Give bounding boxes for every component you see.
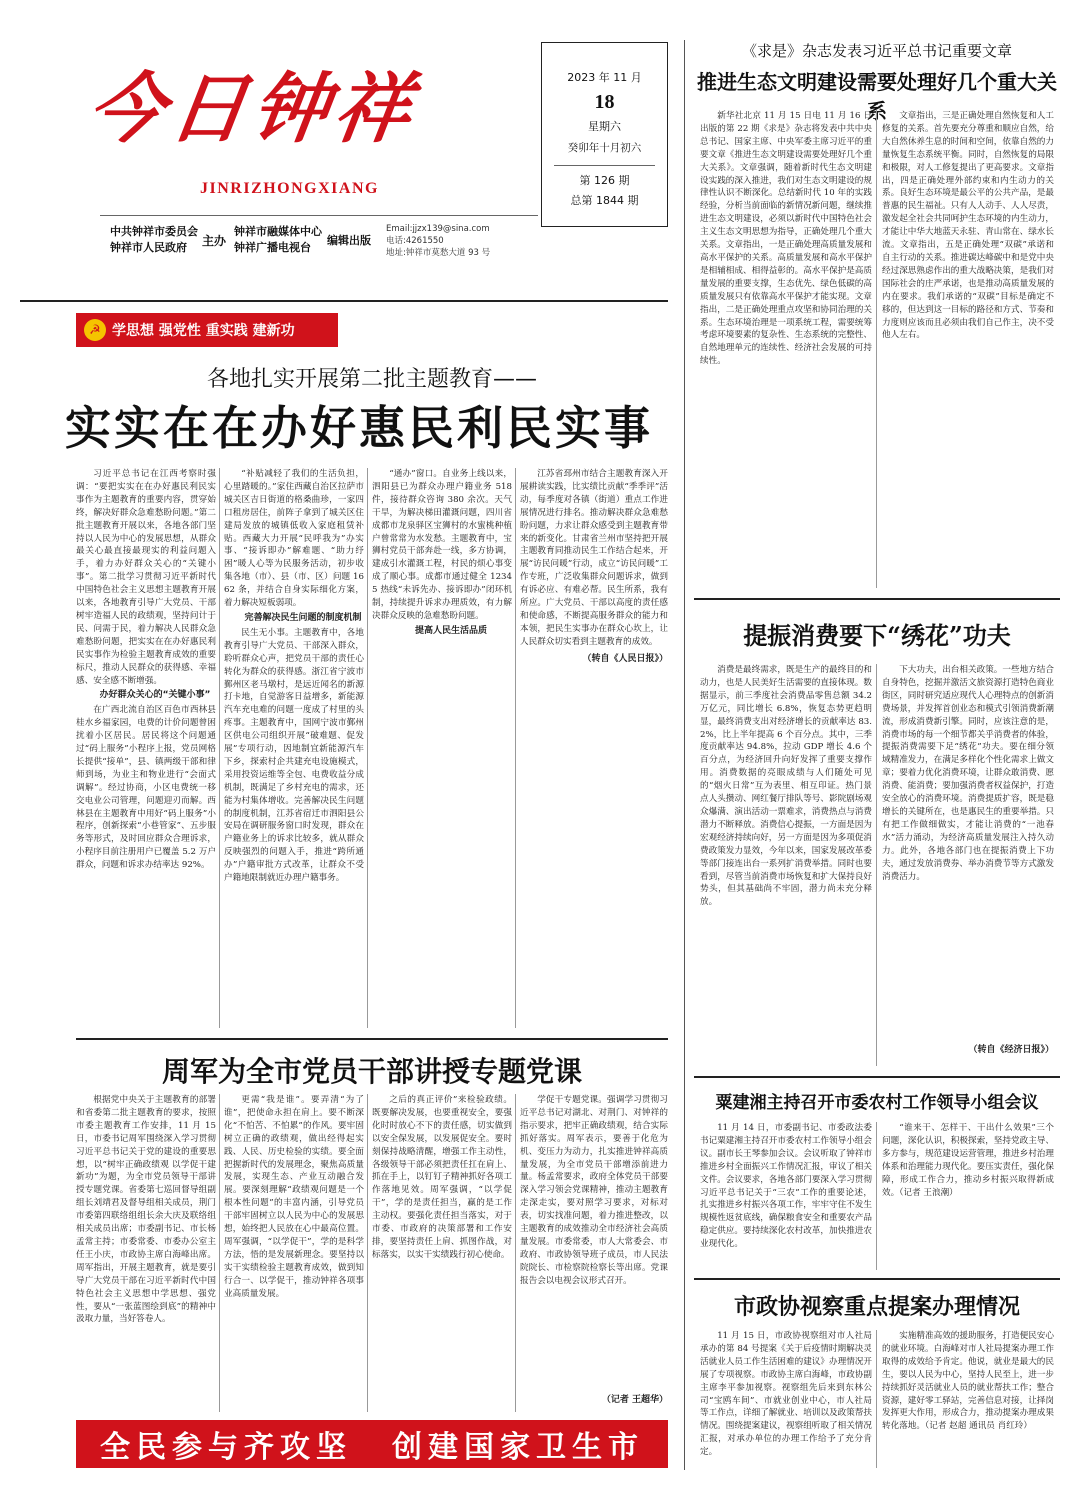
article2-column-4 [520,1094,668,1414]
article2-headline: 周军为全市党员干部讲授专题党课 [161,1055,582,1088]
article2-column-1 [76,1094,216,1414]
lead-headline: 实实在在办好惠民利民实事 [65,401,653,455]
right-mid-column-1 [700,664,872,1069]
col-divider [876,110,877,588]
lead-source: （转自《人民日报》） [582,653,668,664]
right-top-kicker: 《求是》杂志发表习近平总书记重要文章 [741,42,1012,60]
lead-col3-p1: “通办”窗口。自业务上线以来，泗阳县已为群众办理户籍业务 518 件，接待群众咨询 380 余次。天气干旱，为解决梯田灌溉问题，四川省成都市龙泉驿区宝狮村的水蜜桃种植户曾常常为水发愁。主题教育中，宝狮村党员干部奔赴一线，多方协调，建成引水灌溉工程，村民的烦心事变成了顺心事。成都市通过健全 12345 热线“未诉先办、接诉即办”闭环机制，持续提升诉求办理质效，有力解决群众反映的急难愁盼问题。 [372,469,512,621]
right-mid-bottom-rule [694,1076,1060,1078]
lead-subhead-3: 提高人民生活品质 [414,625,487,636]
right-top-col2-text: 文章指出，三是正确处理自然恢复和人工修复的关系。首先要充分尊重和顺应自然，给大自然休养生息的时间和空间，依靠自然的力量恢复生态系统平衡。同时，自然恢复的局限和极限，对人工修复提出了更高要求。文章指出，四是正确处理外部约束和内生动力的关系。良好生态环境是最公平的公共产品，是最普惠的民生福祉。只有人人动手、人人尽责，激发起全社会共同呵护生态环境的内生动力，才能让中华大地蓝天永驻、青山常在、绿水长流。文章指出，五是正确处理“双碳”承诺和自主行动的关系。推进碳达峰碳中和是党中央经过深思熟虑作出的重大战略决策，是我们对国际社会的庄严承诺，也是推动高质量发展的内在要求。我们承诺的“双碳”目标是确定不移的，但达到这一目标的路径和方式、节奏和力度则应该而且必须由我们自己作主，决不受他人左右。 [882,111,1054,341]
lead-column-2 [224,468,364,1033]
lead-bottom-rule [76,1038,668,1040]
lunar-date: 癸卯年十月初六 [567,142,642,154]
contact-email: Email:jjzx139@sina.com [386,224,490,234]
lead-col2-p2: 民生无小事。主题教育中，各地教育引导广大党员、干部深入群众，聆听群众心声，把党员干部的责任心转化为群众的获得感。浙江省宁波市鄞州区老马墩村，是远近闻名的新源打卡地，自觉游客日益增多，新能源汽车充电难的问题一度成了村里的头疼事。主题教育中，国网宁波市鄞州区供电公司组织开展“破难题、促发展”专项行动，因地制宜新能源汽车下乡，探索村企共建充电设施模式，采用投资运维等全包、电费收益分成机制，既满足了乡村充电的需求，还能为村集体增收。完善解决民生问题的制度机制，江苏省宿迁市泗阳县公安局在调研服务窗口时发现，群众在户籍业务上的诉求比较多，就从群众反映强烈的问题入手，推进“跨所通办”户籍审批方式改革，让群众不受户籍地限制就近办理户籍事务。 [224,627,364,884]
lead-subhead-1: 办好群众关心的“关键小事” [99,690,211,701]
masthead-bottom-rule [20,300,668,302]
article2-column-3 [372,1094,512,1414]
newspaper-logo: 今日钟祥 [82,64,423,153]
col-divider [219,1094,220,1412]
right-low-bottom-rule [694,1278,1060,1280]
right-bottom-column-1 [700,1330,872,1470]
publisher-2: 钟祥广播电视台 [234,241,311,254]
slogan-left: 全民参与齐攻坚 [100,1430,352,1465]
page-vertical-divider [684,40,685,1470]
bottom-slogan-banner [76,1420,668,1468]
right-bottom-headline: 市政协视察重点提案办理情况 [733,1294,1020,1320]
right-mid-col2-text: 下大功夫，出台相关政策。一些地方结合自身特色，挖掘并激活文旅资源打造特色商业街区，同时研究适应现代人心理特点的创新消费场景，并发挥首创业态和模式引领消费新潮流，形成消费新引擎。同时，应该注意的是，消费市场的每一个细节都关乎消费者的体验，提振消费需要下足“绣花”功夫。要在细分领域精准发力，在满足多样化个性化需求上做文章；要着力优化消费环境，让群众敢消费、愿消费、能消费；要加强消费者权益保护，打造安全放心的消费环境。消费提质扩容，既是稳增长的关键所在，也是惠民生的重要举措。只有把工作做细做实，才能让消费的“一池春水”活力涌动，为经济高质量发展注入持久动力。此外，各地各部门也在提振消费上下功夫，通过发放消费券、举办消费节等方式激发消费活力。 [882,665,1054,882]
right-bottom-col2-text: 实施精准高效的援助服务，打造便民安心的就业环境。白海峰对市人社局提案办理工作取得的成效给予肯定。他说，就业是最大的民生，要以人民为中心，坚持人民至上，进一步持续抓好灵活就业人员的就业帮扶工作；整合资源，建好零工驿站，完善信息对接，让择岗发挥更大作用，形成合力，推动提案办理成果转化落地。（记者 赵超 通讯员 肖红玲） [882,1331,1054,1432]
theme-banner-text: 学思想 强党性 重实践 建新功 [112,323,295,339]
right-low-col2-text: “谁来干、怎样干、干出什么效果”三个问题，深化认识，积极探索，坚持党政主导、多方参与，规范建设运营管理，推进乡村治理体系和治理能力现代化。要压实责任，强化保障，形成工作合力，推动乡村振兴取得新成效。（记者 王浪潮） [882,1123,1054,1198]
right-low-column-1 [700,1122,872,1272]
lead-column-3 [372,468,512,1033]
right-low-column-2 [882,1122,1054,1272]
lead-col2-p1: “补贴减轻了我们的生活负担，心里踏暖的。”家住西藏自治区拉萨市城关区吉日街道的格桑曲珍，一家四口租房居住，前阵子拿到了城关区住建局发放的城镇低收入家庭租赁补贴。西藏大力开展“民呼我为”办实事、“接诉即办”解难题、“助力纾困”暖人心等为民服务活动，初步收集各地（市）、县（市、区）问题 1662 条，并结合自身实际细化方案，着力解决短板弱项。 [224,469,364,609]
total-issue-number: 总第 1844 期 [570,194,639,207]
col-divider [219,468,220,1028]
article2-source: （记者 王超华） [601,1395,668,1405]
date-line: 2023 年 11 月 [567,71,642,84]
right-bottom-column-2 [882,1330,1054,1470]
lead-subhead-2: 完善解决民生问题的制度机制 [244,612,362,623]
right-low-col1-text: 11 月 14 日，市委副书记、市委政法委书记粟建湘主持召开市委农村工作领导小组会议。副市长王琴参加会议。会议听取了钟祥市推进乡村全面振兴工作情况汇报，审议了相关文件。会议要求，各地各部门要深入学习贯彻习近平总书记关于“三农”工作的重要论述，扎实推进乡村振兴各项工作，牢牢守住不发生规模性返贫底线，确保粮食安全和重要农产品稳定供应。要持续深化农村改革，加快推进农业现代化。 [700,1123,872,1250]
organizers [110,224,198,256]
lead-kicker: 各地扎实开展第二批主题教育—— [206,367,537,392]
contact-address: 地址:钟祥市莫愁大道 93 号 [386,248,491,258]
publishers-role: 编辑出版 [327,234,371,247]
publisher-1: 钟祥市融媒体中心 [234,225,322,238]
publishers [234,224,322,256]
logo-pinyin: JINRIZHONGXIANG [200,180,379,197]
col-divider [367,468,368,1028]
date-box [541,42,668,227]
col-divider [515,1094,516,1412]
lead-column-1 [76,468,216,1033]
lead-col1-p1: 习近平总书记在江西考察时强调：“要把实实在在办好惠民利民实事作为主题教育的重要内容，贯穿始终，解决好群众急难愁盼问题。”第二批主题教育开展以来，各地各部门坚持以人民为中心的发展思想，从群众最关心最直接最现实的利益问题入手，着力办好群众关心的“关键小事”。第二批学习贯彻习近平新时代中国特色社会主义思想主题教育开展以来，各地教育引导广大党员、干部树牢造福人民的政绩观，坚持问计于民、问需于民，着力解决人民群众急难愁盼问题，把实实在在办好惠民利民实事作为检验主题教育成效的重要标尺，推动人民群众的获得感、幸福感、安全感不断增强。 [76,469,216,686]
right-bottom-col1-text: 11 月 15 日，市政协视察组对市人社局承办的第 84 号提案《关于后疫情时期解决灵活就业人员工作生活困难的建议》办理情况开展了专项视察。市政协主席白海峰，市政协副主席李平参加视察。视察组先后来到东林公司“宝鸥车间”、市就业创业中心，市人社局等工作点，详细了解就业、培训以及政策帮扶情况。围绕提案建议，视察组听取了相关情况汇报，对承办单位的办理工作给予了充分肯定。 [700,1331,872,1458]
slogan-right: 创建国家卫生市 [392,1430,644,1465]
masthead-divider [100,215,538,216]
article2-col2-text: 更需“我是谁”。要弄清“为了谁”，把使命永担在肩上。要不断深化“不怕苦、不怕累”的作风。要牢固树立正确的政绩观，做出经得起实践、人民、历史检验的实绩。要全面把握新时代的发展理念，聚焦高质量发展，实现生态、产业互动融合发展。要深刻理解“政绩观问题是一个根本性问题”的丰富内涵，引导党员干部牢固树立以人民为中心的发展思想，始终把人民放在心中最高位置。周军强调，“以学促干”，学的是科学方法，悟的是发展新理念。要坚持以实干实绩检验主题教育成效，做到知行合一、以学促干，推动钟祥各项事业高质量发展。 [224,1095,364,1299]
right-mid-column-2 [882,664,1054,1069]
contact-phone: 电话:4261550 [386,236,444,246]
date-day: 18 [594,91,615,113]
right-top-bottom-rule [694,598,1060,600]
right-mid-headline: 提振消费要下“绣花”功夫 [743,621,1011,650]
col-divider [367,1094,368,1412]
lead-col1-p2: 在广西北流自治区百色市西林县桂水乡福家园，电费的计价问题曾困扰着小区居民。居民将这个问题通过“码上服务”小程序上报，党员网格长提供“接单”，县、镇两级干部和律师到场，为业主和物业进行“会面式调解”。经过协商，小区电费统一移交电业公司管理，问题迎刃而解。西林县在主题教育中用好“码上服务”小程序，创新探索“小巷管家”、五步服务等形式，及时回应群众合理诉求，小程序目前注册用户已覆盖 5.2 万户群众，问题和诉求办结率达 92%。 [76,705,216,871]
right-mid-source: （转自《经济日报》） [968,1045,1054,1055]
col-divider [876,1330,877,1468]
right-top-headline: 推进生态文明建设需要处理好几个重大关系 [697,70,1057,123]
issue-number: 第 126 期 [579,174,630,187]
article2-col1-text: 根据党中央关于主题教育的部署和省委第二批主题教育的要求，按照市委主题教育工作安排，11 月 15 日，市委书记周军围绕深入学习贯彻习近平总书记关于党的建设的重要思想，以“树牢正确政绩观 以学促干建新功”为题，为全市党员领导干部讲授专题党课。省委第七巡回督导组副组长刘靖君及督导组相关成员，荆门市委第四联络组组长余大庆及联络组相关成员出席；市委副书记、市长杨孟常主持；市委常委、市委办公室主任王小庆，市政协主席白海峰出席。周军指出，开展主题教育，就是要引导广大党员干部在习近平新时代中国特色社会主义思想中学思想、强党性，要从“一张蓝图绘到底”的精神中汲取力量，当好答卷人。 [76,1095,216,1325]
article2-col3-text: 之后的真正评价”来检验政绩。既要解决发展，也要重视安全，要强化时时放心不下的责任感，切实做到以安全保发展，以发展促安全。要时刻保持战略清醒，增强工作主动性，各级领导干部必须把责任扛在肩上、抓在手上，以钉钉子精神抓好各项工作落地见效。周军强调，“以学促干”，学的是责任担当，赢的是工作主动权。要强化责任担当落实，对于市委、市政府的决策部署和工作安排，要坚持责任上肩、抓图作战，对标落实，以实干实绩践行初心使命。 [372,1095,512,1260]
right-mid-col1-text: 消费是最终需求，既是生产的最终目的和动力，也是人民美好生活需要的直接体现。数据显示，前三季度社会消费品零售总额 34.2 万亿元，同比增长 6.8%，恢复态势更趋明显，最终消费支出对经济增长的贡献率达 83.2%，比上半年提高 6 个百分点。其中，三季度贡献率达 94.8%，拉动 GDP 增长 4.6 个百分点，为经济回升向好发挥了重要支撑作用。消费数据的亮眼成绩与人们随处可见的“烟火日常”互为表里、相互印证。热门景点人头攒动、网红餐厅排队等号、影院剧场观众爆满、演出活动一票难求，消费热点与消费潜力不断释放。消费信心提振，一方面是因为宏观经济持续向好，另一方面是因为多项促消费政策发力显效，今年以来，国家发展改革委等部门接连出台一系列扩消费举措。同时也要看到，尽管当前消费市场恢复和扩大保持良好势头，但其基础尚不牢固，潜力尚未充分释放。 [700,665,872,908]
article2-col4-text: 学促干专题党课。强调学习贯彻习近平总书记对湖北、对荆门、对钟祥的指示要求，把牢正确政绩观，结合实际抓好落实。周军表示，要善于化危为机、变压力为动力，扎实推进钟祥高质量发展，为全市党员干部增添前进力量。杨孟常要求，政府全体党员干部要深入学习领会党课精神，推动主题教育走深走实，要对照学习要求，对标对表，切实找准问题，着力推进整改，以主题教育的成效推动全市经济社会高质量发展。市委常委，市人大常委会、市政府、市政协领导班子成员，市人民法院院长、市检察院检察长等出席。党课报告会以电视会议形式召开。 [520,1095,668,1286]
contact-info [386,223,490,259]
right-top-column-1 [700,110,872,590]
masthead [20,20,538,310]
right-low-headline: 粟建湘主持召开市委农村工作领导小组会议 [715,1093,1039,1113]
organizer-2: 钟祥市人民政府 [110,241,187,254]
lead-column-4 [520,468,668,1033]
article2-column-2 [224,1094,364,1414]
right-top-column-2 [882,110,1054,590]
col-divider [876,1122,877,1270]
lead-col4-p1: 江苏省邳州市结合主题教育深入开展耕读实践，比实绩比贡献“季季评”活动，每季度对各镇（街道）重点工作进展情况进行排名。推动解决群众急难愁盼问题，力求让群众感受到主题教育带来的新变化。甘肃省兰州市坚持把开展主题教育同推动民生工作结合起来，开展“访民问暖”行动，成立“访民问暖”工作专班，广泛收集群众问题诉求，做到有诉必应、有难必帮。民生所系，我有所应。广大党员、干部以高度的责任感和使命感，不断提高服务群众的能力和本领，把民生实事办在群众心坎上，让人民群众切实看到主题教育的成效。 [520,469,668,647]
party-emblem-icon: ☭ [84,319,106,341]
col-divider [876,664,877,1066]
theme-banner [76,313,338,347]
date-weekday: 星期六 [588,120,621,133]
organizers-role: 主办 [202,234,227,248]
right-top-col1-text: 新华社北京 11 月 15 日电 11 月 16 日出版的第 22 期《求是》杂志将发表中共中央总书记、国家主席、中央军委主席习近平的重要文章《推进生态文明建设需要处理好几个重大关系》。文章强调，随着新时代生态文明建设实践的深入推进，我们对生态文明建设的规律性认识不断深化。总结新时代 10 年的实践经验，分析当前面临的新情况新问题，继续推进生态文明建设，必须以新时代中国特色社会主义生态文明思想为指导，正确处理几个重大关系。文章指出，一是正确处理高质量发展和高水平保护的关系。高质量发展和高水平保护是相辅相成、相得益彰的。高水平保护是高质量发展的重要支撑，生态优先、绿色低碳的高质量发展只有依靠高水平保护才能实现。文章指出，二是正确处理重点攻坚和协同治理的关系。生态环境治理是一项系统工程，需要统筹考虑环境要素的复杂性、生态系统的完整性、自然地理单元的连续性、经济社会发展的可持续性。 [700,111,872,367]
organizer-1: 中共钟祥市委员会 [110,225,198,238]
col-divider [515,468,516,1028]
